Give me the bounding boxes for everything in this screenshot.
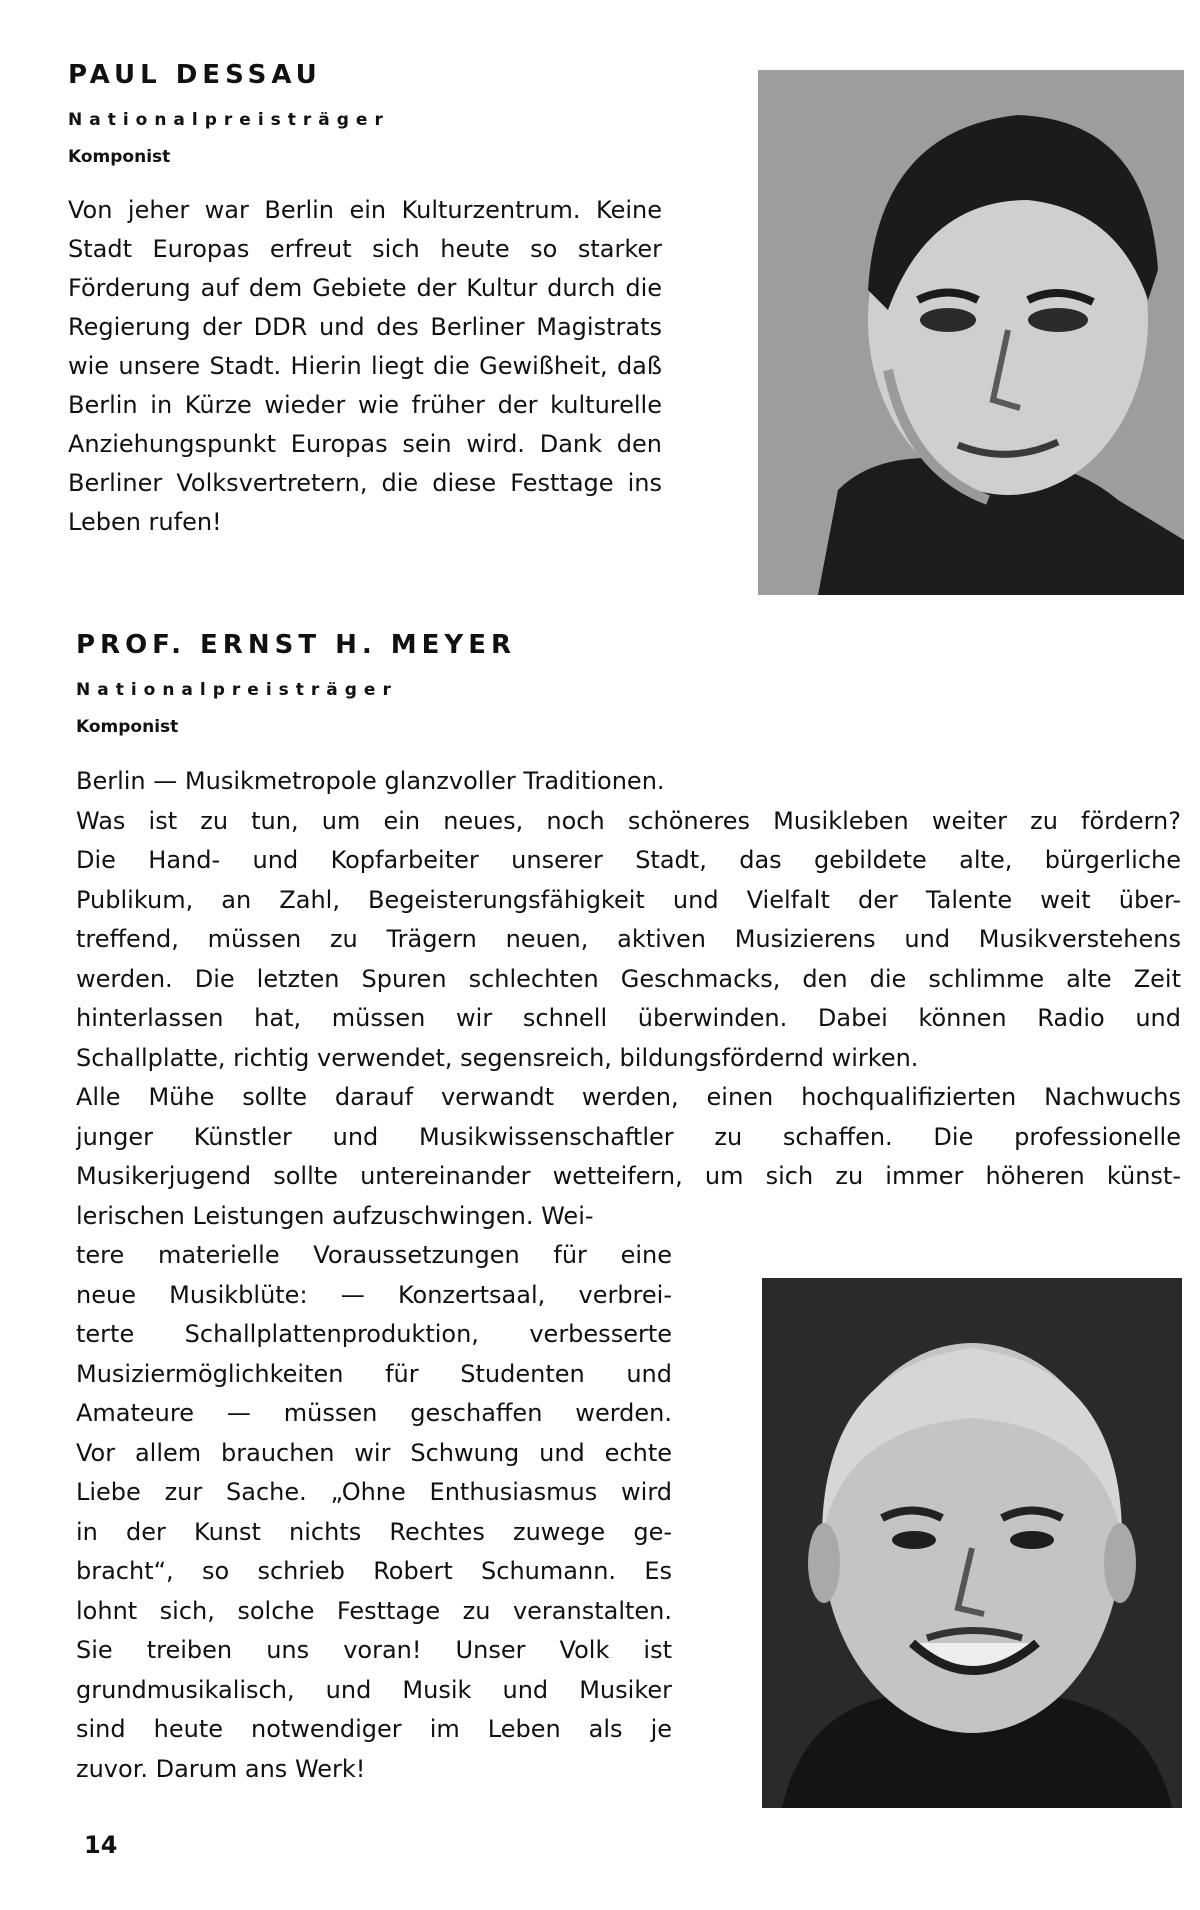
text-line: grundmusikalisch, und Musik und Musiker [76,1675,672,1704]
text-line: lerischen Leistungen aufzuschwingen. Wei- [76,1201,594,1230]
text-line: treffend, müssen zu Trägern neuen, aktiven Musizierens und Musikverstehens [76,925,1181,953]
text-line: Alle Mühe sollte darauf verwandt werden, einen hochqualifizierten Nachwuchs [76,1083,1181,1111]
text-line: Musikerjugend sollte untereinander wetteifern, um sich zu immer höheren künst- [76,1162,1181,1190]
text-line: junger Künstler und Musikwissenschaftler zu schaffen. Die professionelle [76,1122,1181,1151]
text-line: Die Hand- und Kopfarbeiter unserer Stadt, das gebildete alte, bürgerliche [76,846,1181,874]
meyer-name: PROF. ERNST H. MEYER [76,630,517,660]
text-line: werden. Die letzten Spuren schlechten Geschmacks, den die schlimme alte Zeit [76,964,1181,993]
dessau-portrait-image [758,70,1184,595]
dessau-award: Nationalpreisträger [68,110,390,130]
text-line: Vor allem brauchen wir Schwung und echte [76,1438,672,1467]
dessau-portrait-photo [758,70,1184,595]
dessau-role: Komponist [68,147,171,167]
text-line: bracht“, so schrieb Robert Schumann. Es [76,1557,672,1585]
text-line: neue Musikblüte: — Konzertsaal, verbrei- [76,1280,672,1309]
text-line: zuvor. Darum ans Werk! [76,1754,366,1783]
text-line: Liebe zur Sache. „Ohne Enthusiasmus wird [76,1478,672,1506]
dessau-name: PAUL DESSAU [68,60,322,90]
dessau-statement: Von jeher war Berlin ein Kulturzentrum. Keine Stadt Europas erfreut sich heute so starker Förderung auf dem Gebiete der Kultur durch die Regierung der DDR und des Berliner Magistrats wie unsere Stadt. Hierin liegt die Gewißheit, daß Berlin in Kürze wieder wie früher der kulturelle Anziehungspunkt Europas sein wird. Dank den Berliner Volksvertretern, die diese Festtage ins Leben rufen! [68,196,662,536]
meyer-portrait-image [762,1278,1182,1808]
text-line: Schallplatte, richtig verwendet, segensreich, bildungsfördernd wirken. [76,1043,919,1072]
text-line: sind heute notwendiger im Leben als je [76,1715,672,1743]
meyer-statement-narrow [76,1236,672,1789]
text-line: lohnt sich, solche Festtage zu veranstalten. [76,1596,672,1625]
page-number: 14 [84,1831,118,1859]
text-line: terte Schallplattenproduktion, verbesserte [76,1320,672,1348]
text-line: Musiziermöglichkeiten für Studenten und [76,1359,672,1388]
text-line: tere materielle Voraussetzungen für eine [76,1241,672,1269]
text-line: Amateure — müssen geschaffen werden. [76,1399,672,1427]
text-line: Sie treiben uns voran! Unser Volk ist [76,1636,672,1664]
meyer-statement-wide [76,762,1181,1236]
meyer-award: Nationalpreisträger [76,680,398,700]
text-line: hinterlassen hat, müssen wir schnell überwinden. Dabei können Radio und [76,1004,1181,1032]
meyer-role: Komponist [76,717,179,737]
text-line: Publikum, an Zahl, Begeisterungsfähigkeit und Vielfalt der Talente weit über- [76,885,1181,914]
meyer-portrait-photo [762,1278,1182,1808]
text-line: in der Kunst nichts Rechtes zuwege ge- [76,1517,672,1546]
text-line: Was ist zu tun, um ein neues, noch schöneres Musikleben weiter zu fördern? [76,806,1181,835]
text-line: Berlin — Musikmetropole glanzvoller Traditionen. [76,767,665,795]
